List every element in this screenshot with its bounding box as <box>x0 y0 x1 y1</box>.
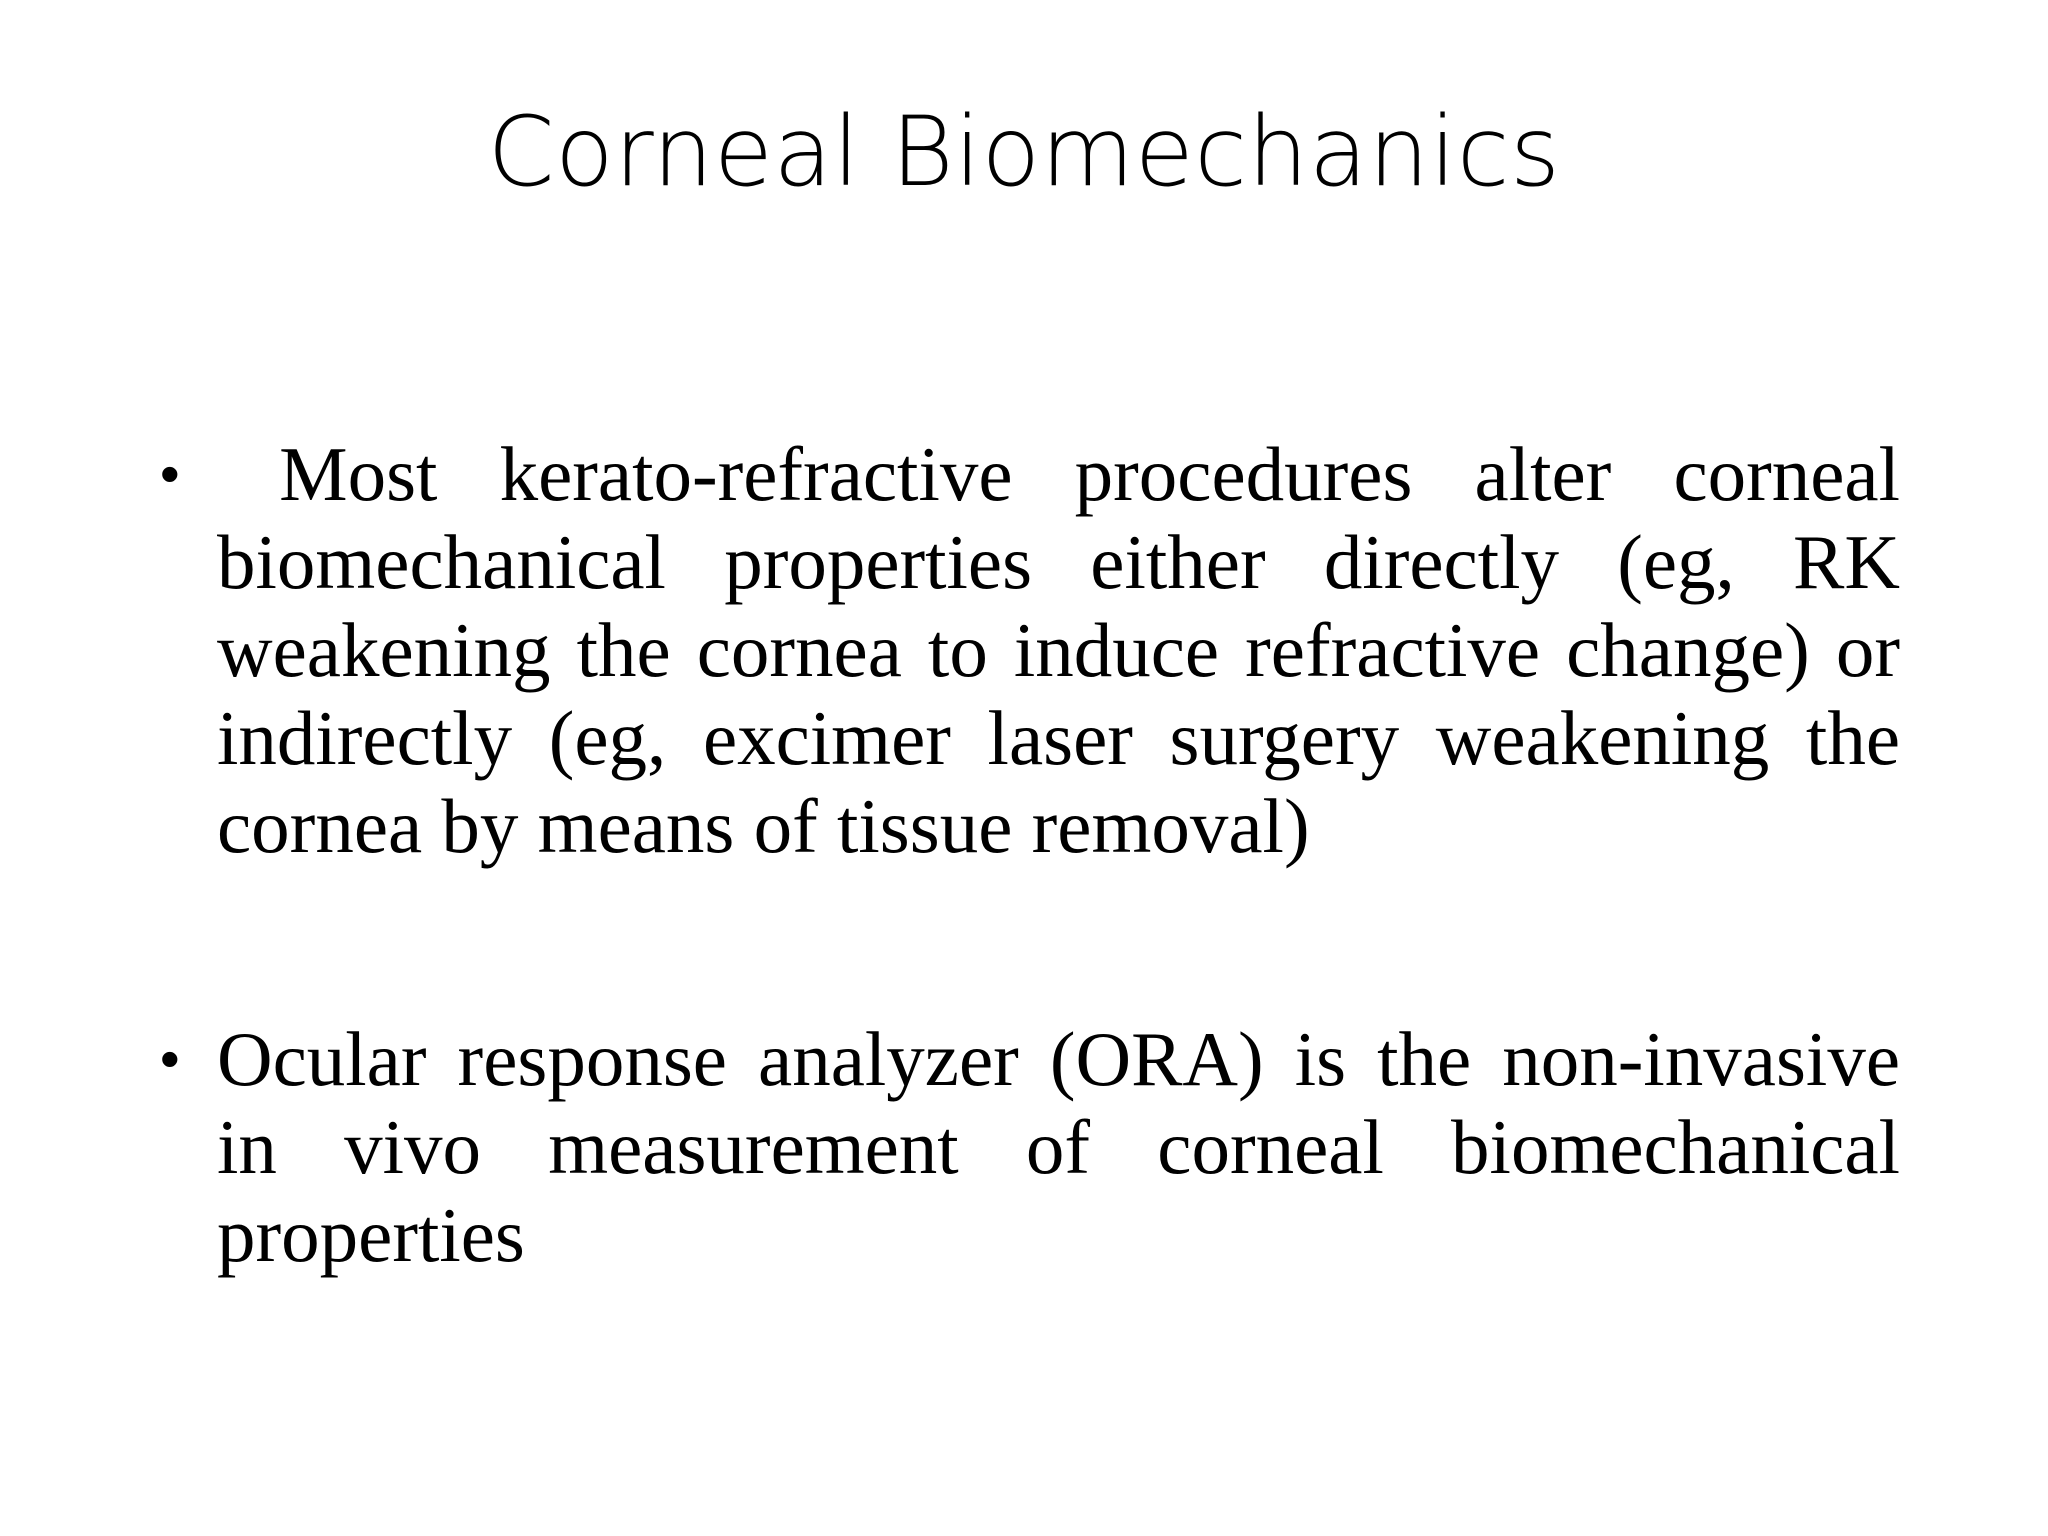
bullet-text: Most kerato-refractive procedures alter corneal biomechanical properties either directly (eg, RK weakening the cornea to induce refractive change) or indirectly (eg, excimer laser surgery weakening the cornea by means of tissue removal) <box>217 431 1920 869</box>
bullet-text: Ocular response analyzer (ORA) is the non-invasive in vivo measurement of corneal biomechanical properties <box>217 1016 1900 1278</box>
bullet-item-procedures <box>160 430 1920 870</box>
bullet-icon: • <box>160 442 180 505</box>
bullet-icon: • <box>160 1027 180 1090</box>
bullet-list <box>160 430 1920 1279</box>
bullet-item-ora <box>160 1015 1900 1279</box>
slide-title: Corneal Biomechanics <box>487 96 1561 208</box>
